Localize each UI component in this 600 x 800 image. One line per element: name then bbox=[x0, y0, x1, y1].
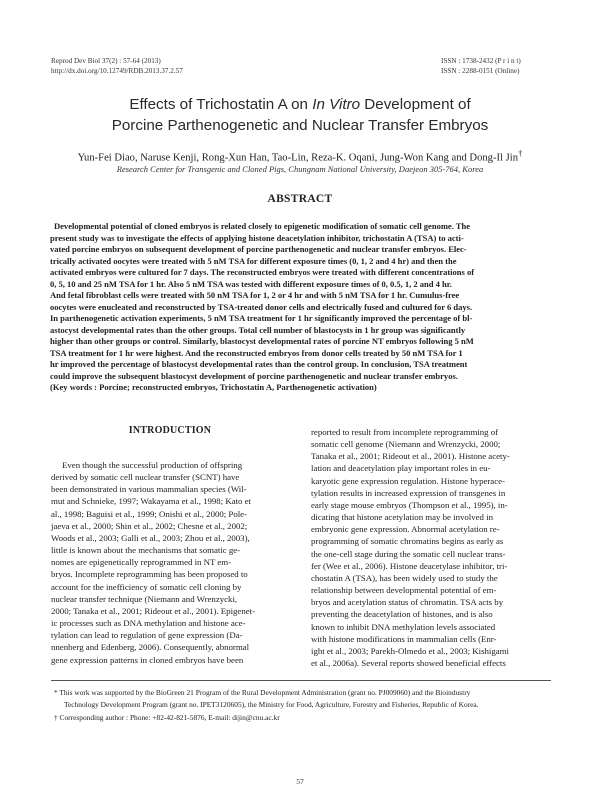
body-line: somatic cell genome (Niemann and Wrenzycki, 2000; bbox=[311, 439, 501, 450]
body-line: tylation can lead to regulation of gene expression (Da- bbox=[51, 630, 243, 641]
issn-print: ISSN : 1738-2432 (P r i n t) bbox=[441, 57, 521, 65]
journal-citation: Reprod Dev Biol 37(2) : 57-64 (2013) bbox=[51, 57, 161, 65]
abstract-body bbox=[50, 221, 554, 394]
body-line: derived by somatic cell nuclear transfer (SCNT) have bbox=[51, 472, 240, 483]
title-line-2: Porcine Parthenogenetic and Nuclear Transfer Embryos bbox=[111, 117, 489, 134]
body-line: Tanaka et al., 2001; Rideout et al., 2001). Histone acety- bbox=[311, 451, 510, 462]
title-line-1: Effects of Trichostatin A on In Vitro Development of bbox=[129, 96, 471, 113]
abstract-line: oocytes were enucleated and reconstructed by TSA-treated donor cells and electrically fused and cultured for 6 days. bbox=[50, 301, 473, 312]
body-line: the one-cell stage during the somatic cell nuclear trans- bbox=[311, 548, 506, 559]
abstract-line: higher than other groups or control. Similarly, blastocyst developmental rates of porcine NT embryos following 5 nM bbox=[50, 336, 474, 346]
abstract-line: Developmental potential of cloned embryos is related closely to epigenetic modification of somatic cell genome. The bbox=[54, 221, 470, 231]
body-line: little is known about the mechanisms that somatic ge- bbox=[51, 545, 241, 556]
body-line: bryos and acetylation status of chromatin. TSA acts by bbox=[311, 597, 504, 608]
body-line: jaeva et al., 2000; Shin et al., 2002; Chesne et al., 2002; bbox=[51, 520, 248, 531]
body-line: chostatin A (TSA), has been widely used to study the bbox=[311, 572, 498, 583]
body-line: nomes are epigenetically reprogrammed in NT em- bbox=[51, 557, 232, 568]
body-line: programming of somatic chromatins begins as early as bbox=[311, 536, 504, 547]
doi-link[interactable]: http://dx.doi.org/10.12749/RDB.2013.37.2.57 bbox=[51, 67, 183, 75]
page-number: 57 bbox=[296, 777, 304, 786]
abstract-line: astocyst developmental rates than the other groups. Total cell number of blastocysts in 1 hr group was significantly bbox=[50, 324, 466, 335]
abstract-line: present study was to investigate the effects of applying histone deacetylation inhibitor, trichostatin A (TSA) to acti- bbox=[50, 232, 464, 243]
journal-header bbox=[51, 56, 183, 76]
issn-online: ISSN : 2288-0151 (Online) bbox=[441, 67, 520, 75]
abstract-line: trically activated oocytes were treated with 5 nM TSA for different exposure times (0, 1, 2 and 4 hr) and then the bbox=[50, 255, 457, 266]
body-line: Even though the successful production of offspring bbox=[62, 460, 243, 470]
body-line: gene expression patterns in cloned embryos have been bbox=[51, 654, 244, 665]
body-line: 2000; Tanaka et al., 2001; Rideout et al., 2001). Epigenet- bbox=[51, 605, 256, 616]
abstract-line: hr improved the percentage of blastocyst developmental rates than the control group. In conclusion, TSA treatment bbox=[50, 359, 468, 369]
keywords: (Key words : Porcine; reconstructed embryos, Trichostatin A, Parthenogenetic activation) bbox=[50, 382, 377, 392]
intro-right-column bbox=[311, 426, 551, 669]
abstract-line: In parthenogenetic activation experiments, 5 nM TSA treatment for 1 hr significantly improved the percentage of bl- bbox=[50, 313, 473, 323]
body-line: karyotic gene expression regulation. Histone hyperace- bbox=[311, 475, 505, 486]
affiliation: Research Center for Transgenic and Cloned Pigs, Chungnam National University, Daejeon 305-764, Korea bbox=[116, 164, 484, 174]
body-line: tylation results in increased expression of transgenes in bbox=[311, 487, 506, 498]
body-line: fer (Wee et al., 2006). Histone deacetylase inhibitor, tri- bbox=[311, 560, 508, 571]
abstract-line: vated porcine embryos on subsequent development of porcine parthenogenetic and nuclear transfer embryos. Elec- bbox=[50, 244, 467, 254]
body-line: known to inhibit DNA methylation levels associated bbox=[311, 621, 496, 632]
paper-title bbox=[40, 94, 560, 136]
abstract-heading: ABSTRACT bbox=[267, 193, 333, 205]
body-line: reported to result from incomplete reprogramming of bbox=[311, 427, 499, 437]
body-line: al., 1998; Baguisi et al., 1999; Onishi et al., 2000; Pole- bbox=[51, 508, 247, 519]
body-line: early stage mouse embryos (Thompson et al., 1995), in- bbox=[311, 499, 508, 510]
body-line: with histone modifications in mammalian cells (Enr- bbox=[311, 633, 497, 644]
abstract-line: TSA treatment for 1 hr were highest. And the reconstructed embryos from donor cells treated by 50 nM TSA for 1 bbox=[50, 347, 463, 358]
abstract-line: could improve the subsequent blastocyst development of porcine parthenogenetic and nuclear transfer embryos. bbox=[50, 370, 458, 381]
funding-footnote-line-1: * This work was supported by the BioGreen 21 Program of the Rural Development Administration (grant no. PJ009060) and the Bioindustry bbox=[54, 688, 471, 697]
abstract-line: activated embryos were cultured for 7 days. The reconstructed embryos were treated with different concentrations of bbox=[50, 267, 475, 277]
corresponding-author-mark: † bbox=[518, 148, 523, 158]
funding-footnote-line-2: Technology Development Program (grant no. IPET3120605), the Ministry for Food, Agriculture, Forestry and Fisheries, Republic of Korea. bbox=[64, 700, 479, 709]
abstract-line: 0, 5, 10 and 25 nM TSA for 1 hr. Also 5 nM TSA was tested with different exposure times of 0, 0.5, 1, 2 and 4 hr. bbox=[50, 278, 452, 289]
body-line: Woods et al., 2003; Galli et al., 2003; Zhou et al., 2003), bbox=[51, 532, 250, 543]
body-line: relationship between developmental potential of em- bbox=[311, 585, 497, 596]
body-line: dicating that histone acetylation may be involved in bbox=[311, 512, 493, 523]
intro-left-column bbox=[51, 459, 291, 666]
body-line: nuclear transfer technique (Niemann and Wrenzycki, bbox=[51, 593, 238, 604]
body-line: embryonic gene expression. Abnormal acetylation re- bbox=[311, 524, 500, 535]
body-line: ight et al., 2003; Parekh-Olmedo et al., 2003; Kishigami bbox=[311, 645, 509, 656]
body-line: mut and Schnieke, 1997; Wakayama et al., 1998; Kato et bbox=[51, 496, 251, 507]
body-line: et al., 2006a). Several reports showed beneficial effects bbox=[311, 657, 506, 668]
abstract-line: And fetal fibroblast cells were treated with 50 nM TSA for 1, 2 or 4 hr and with 5 nM TSA for 1 hr. Cumulus-free bbox=[50, 290, 460, 300]
body-line: account for the inefficiency of somatic cell cloning by bbox=[51, 581, 242, 592]
body-line: lation and deacetylation play important roles in eu- bbox=[311, 463, 491, 474]
corresponding-author-footnote: † Corresponding author : Phone: +82-42-821-5876, E-mail: dijin@cnu.ac.kr bbox=[54, 713, 280, 722]
introduction-heading: INTRODUCTION bbox=[128, 425, 212, 436]
issn-header bbox=[441, 56, 549, 76]
body-line: nnenberg and Edenberg, 2006). Consequently, abnormal bbox=[51, 642, 250, 653]
author-list: Yun-Fei Diao, Naruse Kenji, Rong-Xun Han, Tao-Lin, Reza-K. Oqani, Jung-Won Kang and Dong-Il Jin† bbox=[77, 148, 523, 164]
body-line: preventing the deacetylation of histones, and is also bbox=[311, 609, 493, 620]
body-line: ic processes such as DNA methylation and histone ace- bbox=[51, 618, 246, 629]
footnote-divider bbox=[51, 680, 551, 681]
body-line: bryos. Incomplete reprogramming has been proposed to bbox=[51, 569, 248, 580]
body-line: been demonstrated in various mammalian species (Wil- bbox=[51, 484, 247, 495]
